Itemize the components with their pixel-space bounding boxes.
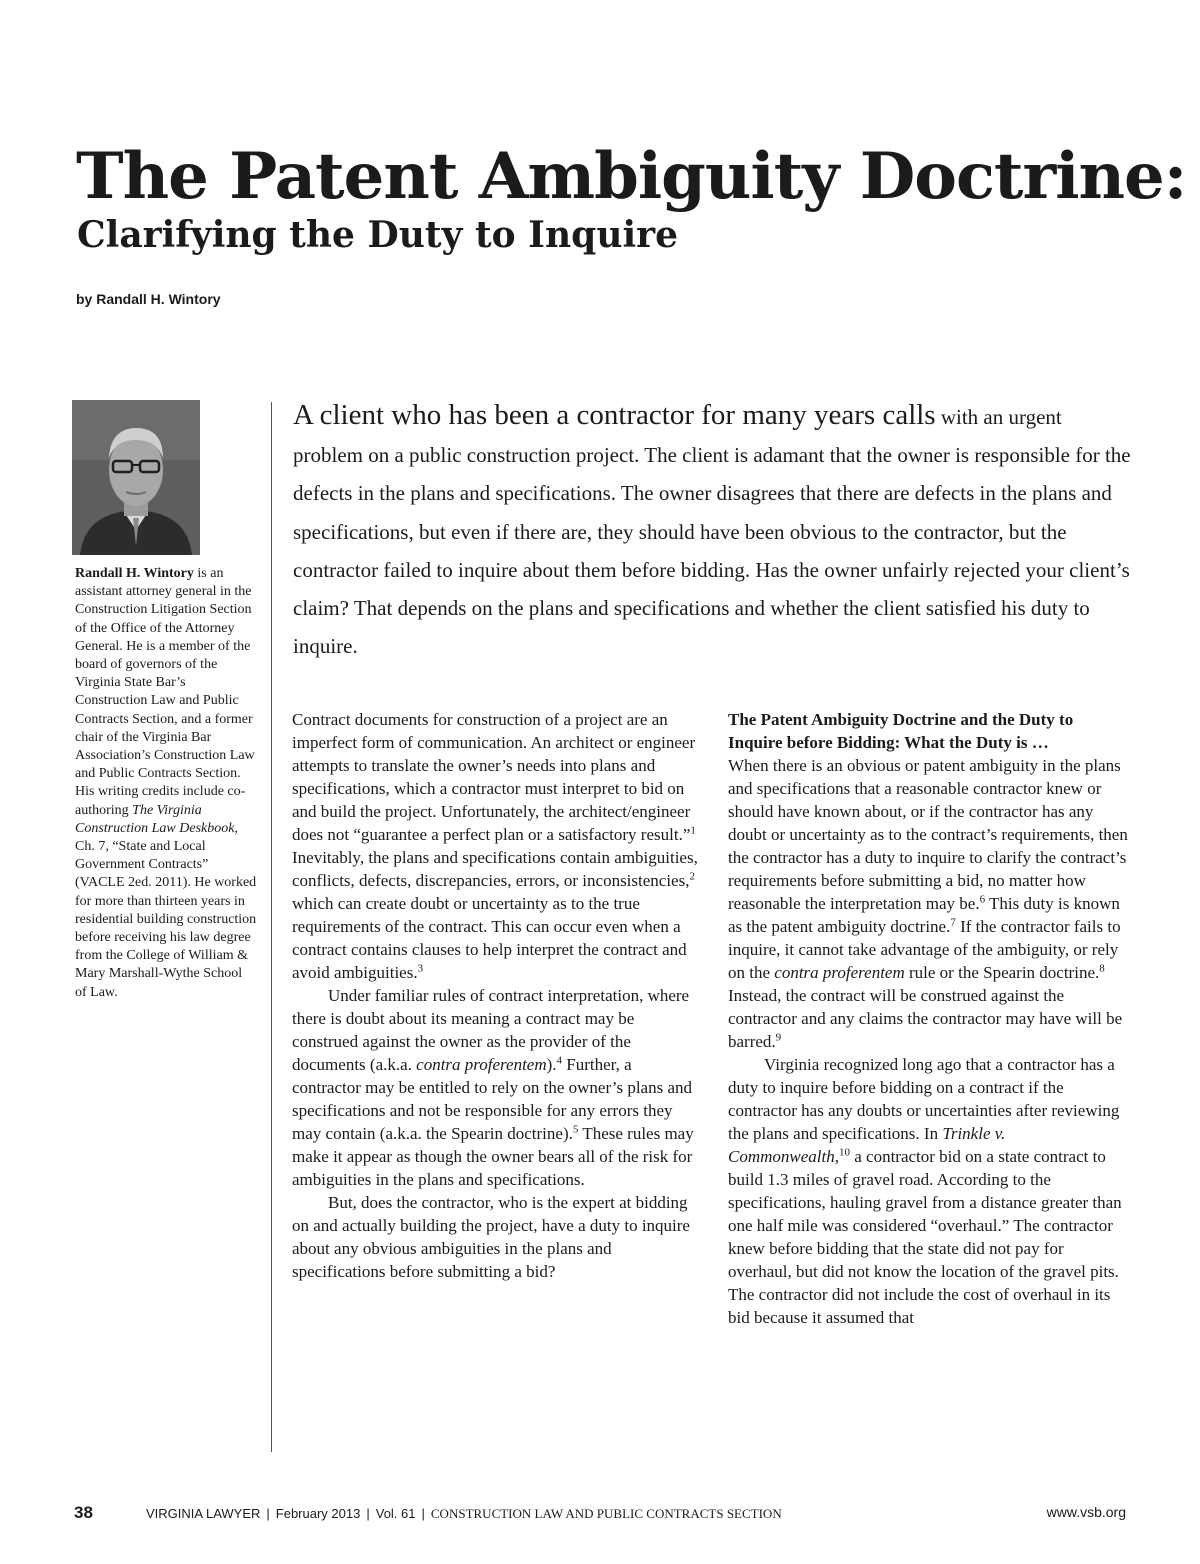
footnote-ref: 10: [838, 1146, 850, 1159]
lead-paragraph: [293, 396, 1133, 665]
issue-date: February 2013: [275, 1506, 361, 1521]
footnote-ref: 4: [556, 1054, 563, 1067]
body-text: When there is an obvious or patent ambiguity in the plans and specifications that a reasonable contractor knew or should have known about, or if the contractor has any doubt or uncertainty as to the contract’s requirements, then the contractor has a duty to inquire to clarify the contract’s requirements before submitting a bid, no matter how reasonable the interpretation may be.: [728, 756, 1128, 913]
footer-separator: |: [266, 1506, 270, 1521]
footnote-ref: 1: [690, 824, 696, 837]
footer-separator: |: [421, 1506, 425, 1521]
author-name: Randall H. Wintory: [75, 566, 194, 581]
body-paragraph: [728, 754, 1130, 1053]
body-text: These rules may make it appear as though the owner bears all of the risk for ambiguities in the plans and specifications.: [292, 1124, 694, 1189]
footnote-ref: 9: [775, 1031, 782, 1044]
body-text: If the contractor fails to inquire, it cannot take advantage of the ambiguity, or rely on the: [728, 917, 1121, 982]
footnote-ref: 3: [417, 962, 424, 975]
latin-term: contra proferentem: [774, 963, 905, 982]
body-text: Contract documents for construction of a project are an imperfect form of communication. An architect or engineer attempts to translate the owner’s needs into plans and specifications, which a contractor must interpret to bid on and build the project. Unfortunately, the architect/engineer does not “guarantee a perfect plan or a satisfactory result.”: [292, 710, 696, 844]
footnote-ref: 8: [1099, 962, 1105, 975]
footnote-ref: 7: [950, 916, 956, 929]
body-column-left: [292, 708, 698, 1283]
publication-name: VIRGINIA LAWYER: [146, 1506, 261, 1521]
lead-text: with an urgent problem on a public construction project. The client is adamant that the owner is responsible for the defects in the plans and specifications. The owner disagrees that there are defects in the plans and specifications, but even if there are, they should have been obvious to the contractor, but the contractor failed to inquire about them before bidding. Has the owner unfairly rejected your client’s claim? That depends on the plans and specifications and whether the client satisfied his duty to inquire.: [293, 405, 1131, 659]
footer-separator: |: [366, 1506, 370, 1521]
body-column-right: [728, 708, 1130, 1329]
body-paragraph: [292, 708, 698, 984]
page-number: 38: [74, 1503, 93, 1522]
article-title: The Patent Ambiguity Doctrine:: [76, 139, 1187, 214]
body-paragraph: But, does the contractor, who is the expert at bidding on and actually building the project, have a duty to inquire about any obvious ambiguities in the plans and specifications before submitting a bid?: [292, 1193, 690, 1281]
latin-term: contra proferentem: [416, 1055, 547, 1074]
footer-publication-line: [146, 1505, 782, 1523]
footnote-ref: 5: [572, 1123, 579, 1136]
author-portrait-image: [72, 400, 200, 555]
body-text: Inevitably, the plans and specifications contain ambiguities, conflicts, defects, discrepancies, errors, or inconsistencies,: [292, 848, 698, 890]
footnote-ref: 6: [979, 893, 986, 906]
body-paragraph: [728, 1053, 1130, 1329]
author-bio: [75, 565, 257, 1002]
body-text: rule or the Spearin doctrine.: [904, 963, 1100, 982]
body-text: Further, a contractor may be entitled to rely on the owner’s plans and specifications and not be responsible for any errors they may contain (a.k.a. the Spearin doctrine).: [292, 1055, 693, 1143]
body-text: Under familiar rules of contract interpretation, where there is doubt about its meaning a contract may be construed against the owner as the provider of the documents (a.k.a.: [292, 986, 690, 1074]
body-text: Virginia recognized long ago that a contractor has a duty to inquire before bidding on a contract if the contractor has any doubts or uncertainties after reviewing the plans and specifications. In: [728, 1055, 1120, 1143]
section-name: CONSTRUCTION LAW AND PUBLIC CONTRACTS SECTION: [430, 1506, 782, 1521]
book-title: The Virginia Construction Law Deskbook: [75, 802, 235, 836]
volume: Vol. 61: [375, 1506, 416, 1521]
bio-text-continued: , Ch. 7, “State and Local Government Contracts” (VACLE 2ed. 2011). He worked for more than thirteen years in residential building construction before receiving his law degree from the College of William & Mary Marshall-Wythe School of Law.: [75, 820, 257, 1000]
bio-text: is an assistant attorney general in the Construction Litigation Section of the Office of the Attorney General. He is a member of the board of governors of the Virginia State Bar’s Construction Law and Public Contracts Section, and a former chair of the Virginia Bar Association’s Construction Law and Public Contracts Section. His writing credits include co-authoring: [75, 566, 255, 818]
body-text: Instead, the contract will be construed against the contractor and any claims the contractor may have will be barred.: [728, 986, 1123, 1051]
page-footer: [74, 1502, 1126, 1526]
byline: by Randall H. Wintory: [76, 291, 221, 307]
body-text: ,: [834, 1147, 839, 1166]
lead-opening: A client who has been a contractor for many years calls: [293, 399, 936, 431]
body-text: a contractor bid on a state contract to build 1.3 miles of gravel road. According to the specifications, hauling gravel from a distance greater than one half mile was considered “overhaul.” The contractor knew before bidding that the state did not pay for overhaul, but did not know the location of the gravel pits. The contractor did not include the cost of overhaul in its bid because it assumed that: [728, 1147, 1122, 1327]
body-text: which can create doubt or uncertainty as to the true requirements of the contract. This can occur even when a contract contains clauses to help interpret the contract and avoid ambiguities.: [292, 894, 687, 982]
body-paragraph: [292, 984, 698, 1191]
article-subtitle: Clarifying the Duty to Inquire: [77, 214, 679, 256]
website-link[interactable]: www.vsb.org: [1046, 1504, 1126, 1520]
section-heading: The Patent Ambiguity Doctrine and the Duty to Inquire before Bidding: What the Duty is …: [728, 710, 1074, 752]
body-text: ).: [546, 1055, 557, 1074]
author-photo: [72, 400, 200, 555]
column-divider: [271, 402, 272, 1452]
footnote-ref: 2: [689, 870, 695, 883]
case-name: Trinkle v. Commonwealth: [728, 1124, 1006, 1166]
body-text: This duty is known as the patent ambiguity doctrine.: [728, 894, 1120, 936]
